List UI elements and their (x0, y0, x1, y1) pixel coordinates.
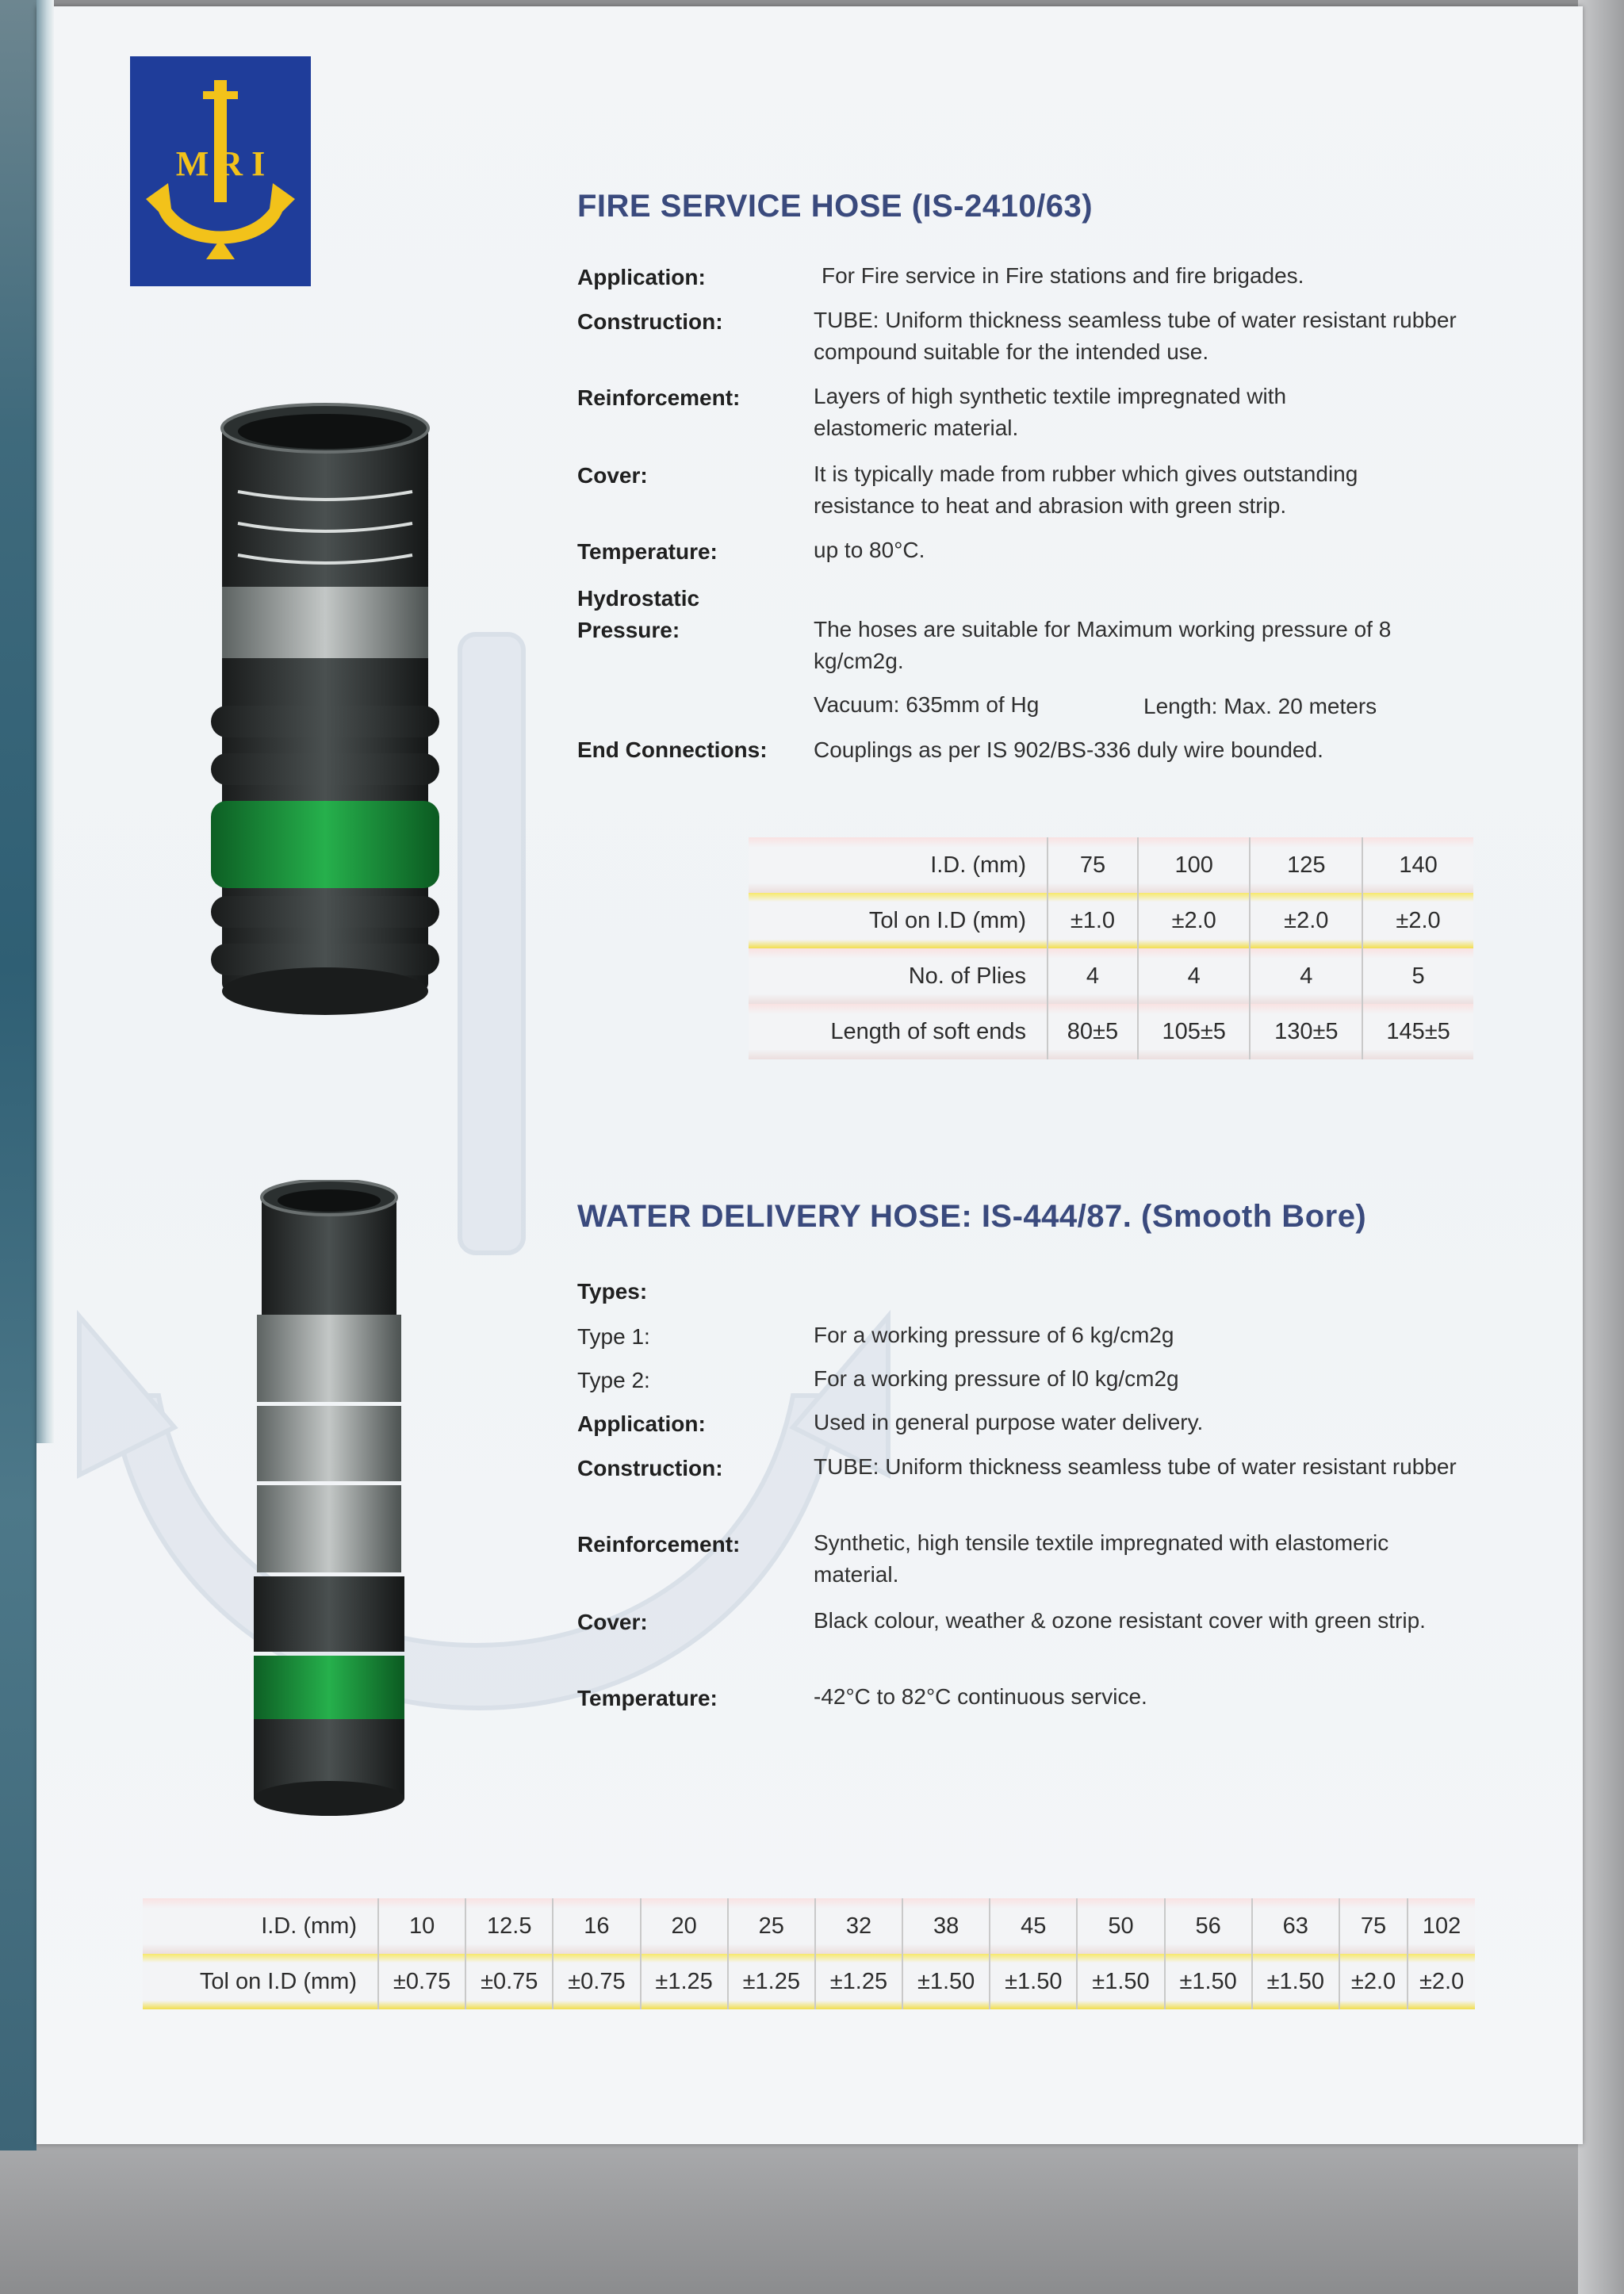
row-header: Length of soft ends (749, 1004, 1048, 1059)
fire-vacuum-value: Vacuum: 635mm of Hg (814, 692, 1040, 717)
table-row (749, 948, 1473, 1004)
table-cell: 56 (1165, 1898, 1252, 1954)
table-cell: 100 (1138, 837, 1251, 893)
water-reinforcement-label: Reinforcement: (577, 1532, 741, 1557)
row-header: I.D. (mm) (749, 837, 1048, 893)
water-types-label: Types: (577, 1279, 648, 1304)
fire-hose-spec-table (749, 837, 1473, 1059)
water-reinforcement-value: Synthetic, high tensile textile impregnated with elastomeric material. (814, 1530, 1389, 1587)
table-cell: ±1.25 (641, 1954, 728, 2009)
table-cell: 125 (1250, 837, 1362, 893)
fire-pressure-label: Hydrostatic Pressure: (577, 586, 700, 642)
fire-length-value: Length: Max. 20 meters (1143, 694, 1377, 718)
water-type1-label: Type 1: (577, 1324, 650, 1349)
table-cell: 140 (1362, 837, 1473, 893)
fire-end-connections-value: Couplings as per IS 902/BS-336 duly wire bounded. (814, 737, 1323, 762)
table-cell: 63 (1252, 1898, 1339, 1954)
table-cell: ±1.50 (1165, 1954, 1252, 2009)
water-cover-value: Black colour, weather & ozone resistant cover with green strip. (814, 1608, 1426, 1633)
table-cell: 16 (553, 1898, 640, 1954)
fire-end-connections-label: End Connections: (577, 737, 768, 762)
binder-spine (0, 0, 36, 2150)
table-cell: 12.5 (465, 1898, 553, 1954)
table-cell: ±1.50 (1252, 1954, 1339, 2009)
fire-reinforcement-label: Reinforcement: (577, 385, 741, 410)
fire-temperature-label: Temperature: (577, 539, 718, 564)
table-cell: ±0.75 (378, 1954, 465, 2009)
table-cell: ±1.50 (902, 1954, 990, 2009)
fire-hose-title: FIRE SERVICE HOSE (IS-2410/63) (577, 189, 1094, 224)
table-row (143, 1898, 1475, 1954)
mri-logo (130, 56, 311, 286)
anchor-icon (130, 56, 311, 286)
table-cell: 20 (641, 1898, 728, 1954)
table-cell: 130±5 (1250, 1004, 1362, 1059)
table-cell: ±0.75 (553, 1954, 640, 2009)
scan-background (0, 2141, 1624, 2294)
water-type1-value: For a working pressure of 6 kg/cm2g (814, 1323, 1174, 1347)
water-hose-title: WATER DELIVERY HOSE: IS-444/87. (Smooth Bore) (577, 1199, 1367, 1234)
water-hose-spec-table (143, 1898, 1475, 2009)
table-cell: 10 (378, 1898, 465, 1954)
table-cell: 75 (1048, 837, 1138, 893)
fire-construction-value: TUBE: Uniform thickness seamless tube of water resistant rubber compound suitable for the intended use. (814, 308, 1457, 364)
table-cell: 80±5 (1048, 1004, 1138, 1059)
water-construction-label: Construction: (577, 1456, 723, 1480)
table-cell: ±1.0 (1048, 893, 1138, 948)
table-cell: 38 (902, 1898, 990, 1954)
table-row (749, 837, 1473, 893)
table-row (749, 893, 1473, 948)
fire-cover-value: It is typically made from rubber which gives outstanding resistance to heat and abrasion with green strip. (814, 461, 1358, 518)
water-construction-value: TUBE: Uniform thickness seamless tube of water resistant rubber (814, 1454, 1457, 1479)
mri-anchor-watermark (48, 603, 920, 1951)
water-temperature-value: -42°C to 82°C continuous service. (814, 1684, 1147, 1709)
table-cell: 4 (1250, 948, 1362, 1004)
water-application-label: Application: (577, 1411, 706, 1436)
table-cell: 102 (1408, 1898, 1475, 1954)
row-header: I.D. (mm) (143, 1898, 378, 1954)
table-cell: ±1.25 (728, 1954, 815, 2009)
table-cell: 5 (1362, 948, 1473, 1004)
water-application-value: Used in general purpose water delivery. (814, 1410, 1204, 1434)
water-temperature-label: Temperature: (577, 1686, 718, 1710)
row-header: Tol on I.D (mm) (143, 1954, 378, 2009)
table-cell: 4 (1048, 948, 1138, 1004)
row-header: Tol on I.D (mm) (749, 893, 1048, 948)
table-cell: ±1.50 (990, 1954, 1077, 2009)
scan-right-edge (1578, 0, 1624, 2294)
table-cell: ±2.0 (1138, 893, 1251, 948)
fire-application-label: Application: (577, 265, 706, 289)
table-row (749, 1004, 1473, 1059)
logo-lettering: M R I (175, 144, 266, 183)
table-cell: 50 (1077, 1898, 1164, 1954)
table-cell: 25 (728, 1898, 815, 1954)
table-cell: ±2.0 (1339, 1954, 1408, 2009)
fire-reinforcement-value: Layers of high synthetic textile impregnated with elastomeric material. (814, 384, 1287, 440)
table-cell: 75 (1339, 1898, 1408, 1954)
table-cell: ±2.0 (1362, 893, 1473, 948)
table-cell: 4 (1138, 948, 1251, 1004)
table-cell: 32 (815, 1898, 902, 1954)
water-type2-value: For a working pressure of l0 kg/cm2g (814, 1366, 1179, 1391)
table-cell: ±2.0 (1250, 893, 1362, 948)
fire-construction-label: Construction: (577, 309, 723, 334)
row-header: No. of Plies (749, 948, 1048, 1004)
water-hose-image (238, 1180, 420, 1822)
table-cell: ±1.50 (1077, 1954, 1164, 2009)
table-cell: ±0.75 (465, 1954, 553, 2009)
table-row (143, 1954, 1475, 2009)
table-cell: 105±5 (1138, 1004, 1251, 1059)
fire-temperature-value: up to 80°C. (814, 538, 925, 562)
table-cell: 145±5 (1362, 1004, 1473, 1059)
fire-application-value: For Fire service in Fire stations and fire brigades. (822, 263, 1304, 288)
fire-hose-image (206, 389, 460, 1039)
fire-cover-label: Cover: (577, 463, 648, 488)
water-type2-label: Type 2: (577, 1368, 650, 1392)
water-cover-label: Cover: (577, 1610, 648, 1634)
table-cell: ±1.25 (815, 1954, 902, 2009)
table-cell: 45 (990, 1898, 1077, 1954)
table-cell: ±2.0 (1408, 1954, 1475, 2009)
fire-pressure-value: The hoses are suitable for Maximum working pressure of 8 kg/cm2g. (814, 617, 1392, 673)
